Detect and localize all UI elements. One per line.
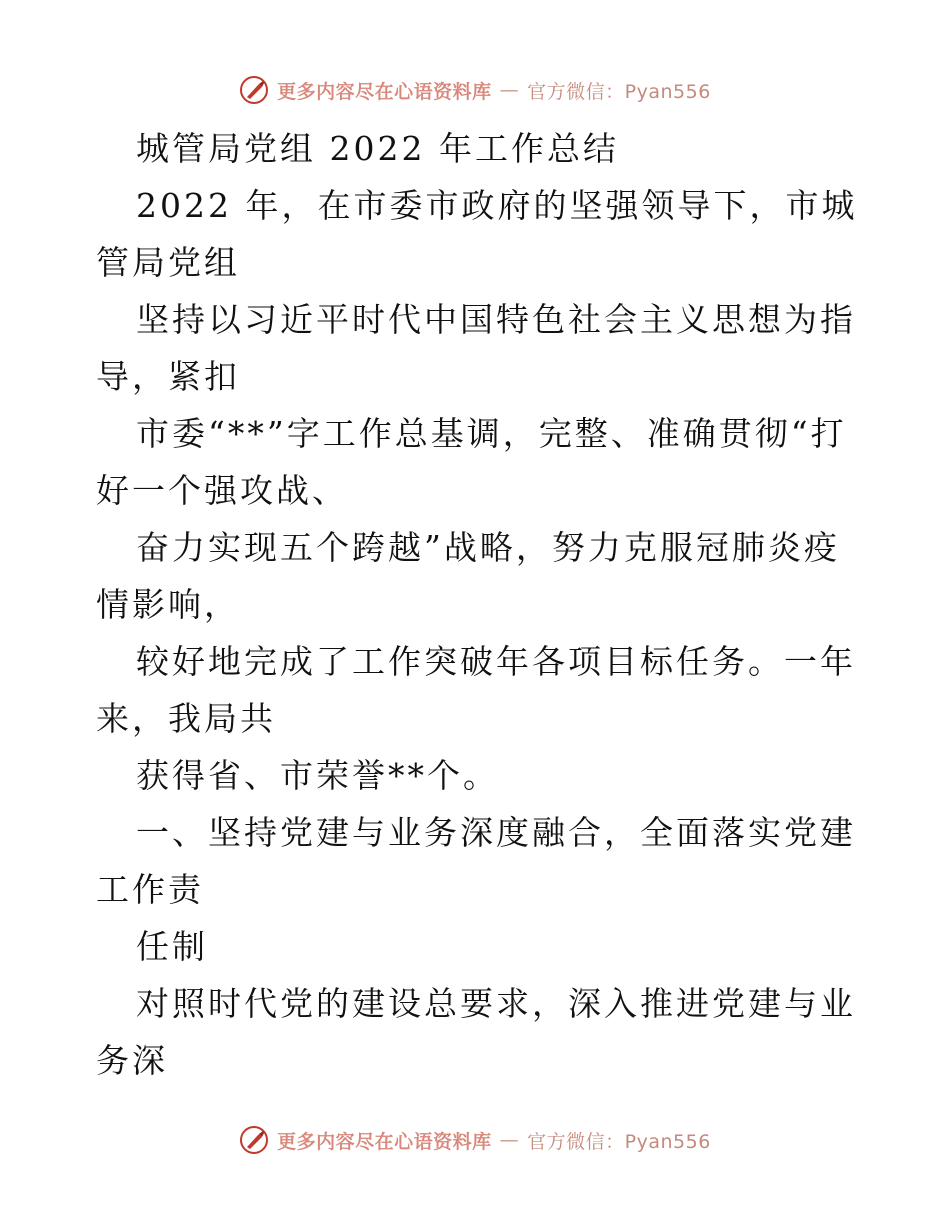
watermark-main-text: 更多内容尽在心语资料库	[277, 80, 492, 103]
quill-pen-logo-icon	[239, 75, 269, 105]
watermark-separator: —	[499, 1129, 520, 1151]
paragraph: 获得省、市荣誉**个。	[136, 756, 499, 795]
header-watermark	[0, 70, 950, 110]
watermark-contact-text: 官方微信：Pyan556	[527, 1130, 711, 1153]
document-body	[96, 120, 866, 1089]
watermark-main-text: 更多内容尽在心语资料库	[277, 1130, 492, 1153]
footer-watermark	[0, 1120, 950, 1160]
paragraph: 较好地完成了工作突破年各项目标任务。一年来，我局共	[96, 642, 856, 738]
paragraph: 坚持以习近平时代中国特色社会主义思想为指导，紧扣	[96, 300, 856, 396]
paragraph: 2022 年，在市委市政府的坚强领导下，市城管局党组	[96, 186, 858, 282]
document-title: 城管局党组 2022 年工作总结	[136, 129, 619, 168]
quill-pen-logo-icon	[239, 1125, 269, 1155]
paragraph: 奋力实现五个跨越”战略，努力克服冠肺炎疫情影响，	[96, 528, 840, 624]
paragraph: 市委“**”字工作总基调，完整、准确贯彻“打好一个强攻战、	[96, 414, 847, 510]
watermark-contact-text: 官方微信：Pyan556	[527, 80, 711, 103]
paragraph: 任制	[136, 927, 208, 966]
paragraph: 对照时代党的建设总要求，深入推进党建与业务深	[96, 984, 856, 1080]
watermark-separator: —	[499, 79, 520, 101]
section-heading: 一、坚持党建与业务深度融合，全面落实党建工作责	[96, 813, 856, 909]
